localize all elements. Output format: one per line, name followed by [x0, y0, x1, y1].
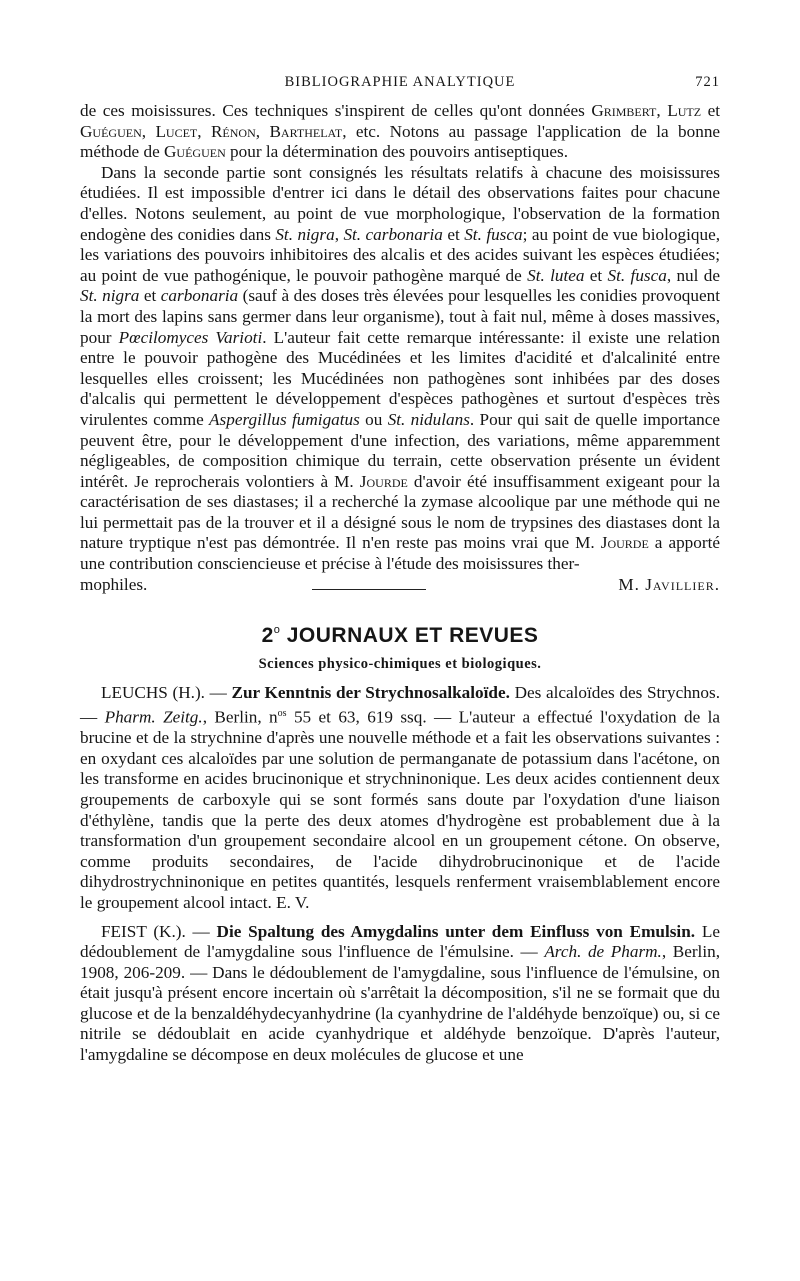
section-subtitle: Sciences physico-chimiques et biologiques.	[258, 656, 542, 673]
review-title: Die Spaltung des Amygdalins unter dem Einfluss von Emulsin.	[216, 921, 696, 941]
author-name: Grimbert	[591, 101, 657, 120]
review-entry: LEUCHS (H.). — Zur Kenntnis der Strychnosalkaloïde. Des alcaloïdes des Strychnos. — Pharm. Zeitg., Berlin, $n^{os}$ 55 et 63, 619 ssq. — L'auteur a effectué l'oxydation de la brucine et de la strychnine d'après une nouvelle méthode et a fait les observations suivantes : en oxydant ces alcaloïdes par une solution de permanganate de potassium dans l'acétone, on les transforme en acides brucinonique et strychninonique. Les deux acides contiennent deux groupements de carboxyle qui se sont formés sans doute par l'oxydation d'une liaison d'éthylène, tandis que la perte des deux atomes d'hydrogène est probablement due à la transformation d'un groupement secondaire alcool en un groupement cétone. On observe, comme produits secondaires, de l'acide dihydrobrucinonique et de l'acide dihydrostrychninonique en petites quantités, lesquels renferment vraisemblablement encore le groupement alcool intact. E. V.	[80, 683, 720, 912]
author-name: Guéguen	[80, 121, 142, 141]
species-name: St. lutea	[527, 265, 585, 285]
review-author: FEIST (K.). —	[101, 921, 217, 941]
author-name: Lucet	[155, 121, 198, 141]
review-author: LEUCHS (H.). —	[101, 683, 232, 703]
paragraph-continued: de ces moisissures. Ces techniques s'inspirent de celles qu'ont données Grimbert, Lutz et Guéguen, Lucet, Rénon, Barthelat, etc. Notons au passage l'application de la bonne méthode de Guéguen pour la détermination des pouvoirs antiseptiques.	[80, 101, 721, 162]
species-name: St. nigra	[80, 286, 140, 306]
paragraph-results: Dans la seconde partie sont consignés les résultats relatifs à chacune des moisissures étudiées. Il est impossible d'entrer ici dans le détail des observations faites pour chacune d'elles. Notons seulement, au point de vue morphologique, l'observation de la formation endogène des conidies dans St. nigra, St. carbonaria et St. fusca; au point de vue biologique, les variations des pouvoirs inhibitoires des alcalis et des acides suivant les espèces étudiées; au point de vue pathogénique, le pouvoir pathogène marqué de St. lutea et St. fusca, nul de St. nigra et carbonaria (sauf à des doses très élevées pour lesquelles les conidies provoquent la mort des lapins sans germer dans leur organisme), tout à fait nul, même à doses massives, pour Pœcilomyces Varioti. L'auteur fait cette remarque intéressante: il existe une relation entre le pouvoir pathogène des Mucédinées et les limites d'acidité et d'alcalinité entre lesquelles elles croissent; les Mucédinées non pathogènes sont inhibées par des doses d'alcalis qui permettent le développement d'espèces pathogènes et surtout d'espèces très virulentes comme Aspergillus fumigatus ou St. nidulans. Pour qui sait de quelle importance peuvent être, pour le développement d'une infection, des variations, même apparemment négligeables, de composition chimique du terrain, cette observation présente un évident intérêt. Je reprocherais volontiers à M. Jourde d'avoir été insuffisamment exigeant pour la caractérisation de ses diastases; il a recherché la zymase alcoolique par une méthode qui ne lui permettait pas de la trouver et il a désigné sous le nom de trypsines des diastases dont la nature tryptique n'est pas démontrée. Il n'en reste pas moins vrai que M. Jourde a apporté une contribution consciencieuse et précise à l'étude des moisissures ther-	[80, 162, 721, 574]
final-word: mophiles.	[80, 574, 148, 594]
journal-name: Arch. de Pharm.	[544, 942, 662, 962]
author-name: Jourde	[359, 471, 408, 491]
separator-rule	[312, 589, 426, 590]
page-number: 721	[695, 74, 720, 90]
text-column	[80, 101, 720, 1066]
author-name: Lutz	[667, 101, 702, 120]
species-name: Aspergillus fumigatus	[209, 409, 360, 429]
species-name: St. nidulans	[387, 409, 470, 429]
number-abbrev-superscript: os	[277, 707, 287, 719]
section-number: 2	[261, 624, 274, 648]
section-heading	[80, 618, 720, 648]
author-name: Guéguen	[164, 142, 226, 162]
species-name: Pœcilomyces Varioti	[118, 327, 263, 347]
running-title: BIBLIOGRAPHIE ANALYTIQUE	[284, 74, 516, 90]
author-name: Rénon	[210, 121, 256, 141]
author-name: Jourde	[600, 533, 649, 553]
review-signoff-line	[80, 575, 720, 596]
journal-name: Pharm. Zeitg.	[104, 707, 203, 727]
author-name: Barthelat	[269, 121, 343, 141]
running-head	[80, 74, 720, 96]
section-title: JOURNAUX ET REVUES	[286, 624, 539, 648]
reviewer-signature: M. Javillier.	[618, 574, 720, 594]
species-name: St. fusca	[607, 265, 667, 285]
section-ordinal: o	[273, 624, 281, 637]
review-entry: FEIST (K.). — Die Spaltung des Amygdalins unter dem Einfluss von Emulsin. Le dédoublement de l'amygdaline sous l'influence de l'émulsine. — Arch. de Pharm., Berlin, 1908, 206-209. — Dans le dédoublement de l'amygdaline, sous l'influence de l'émulsine, on était jusqu'à présent encore incertain où s'arrêtait la décomposition, s'il ne se formait que du glucose et de la benzaldéhydecyanhydrine (la cyanhydrine de l'aldéhyde benzoïque) ou, si ce nitrile se dédoublait en acide cyanhydrique et aldéhyde benzoïque. D'après l'auteur, l'amygdaline se décompose en deux molécules de glucose et une	[80, 921, 720, 1065]
species-name: St. carbonaria	[343, 224, 443, 244]
species-name: carbonaria	[160, 286, 239, 306]
species-name: St. nigra	[275, 224, 335, 244]
review-title: Zur Kenntnis der Strychnosalkaloïde.	[231, 683, 510, 703]
species-name: St. fusca	[464, 224, 523, 244]
